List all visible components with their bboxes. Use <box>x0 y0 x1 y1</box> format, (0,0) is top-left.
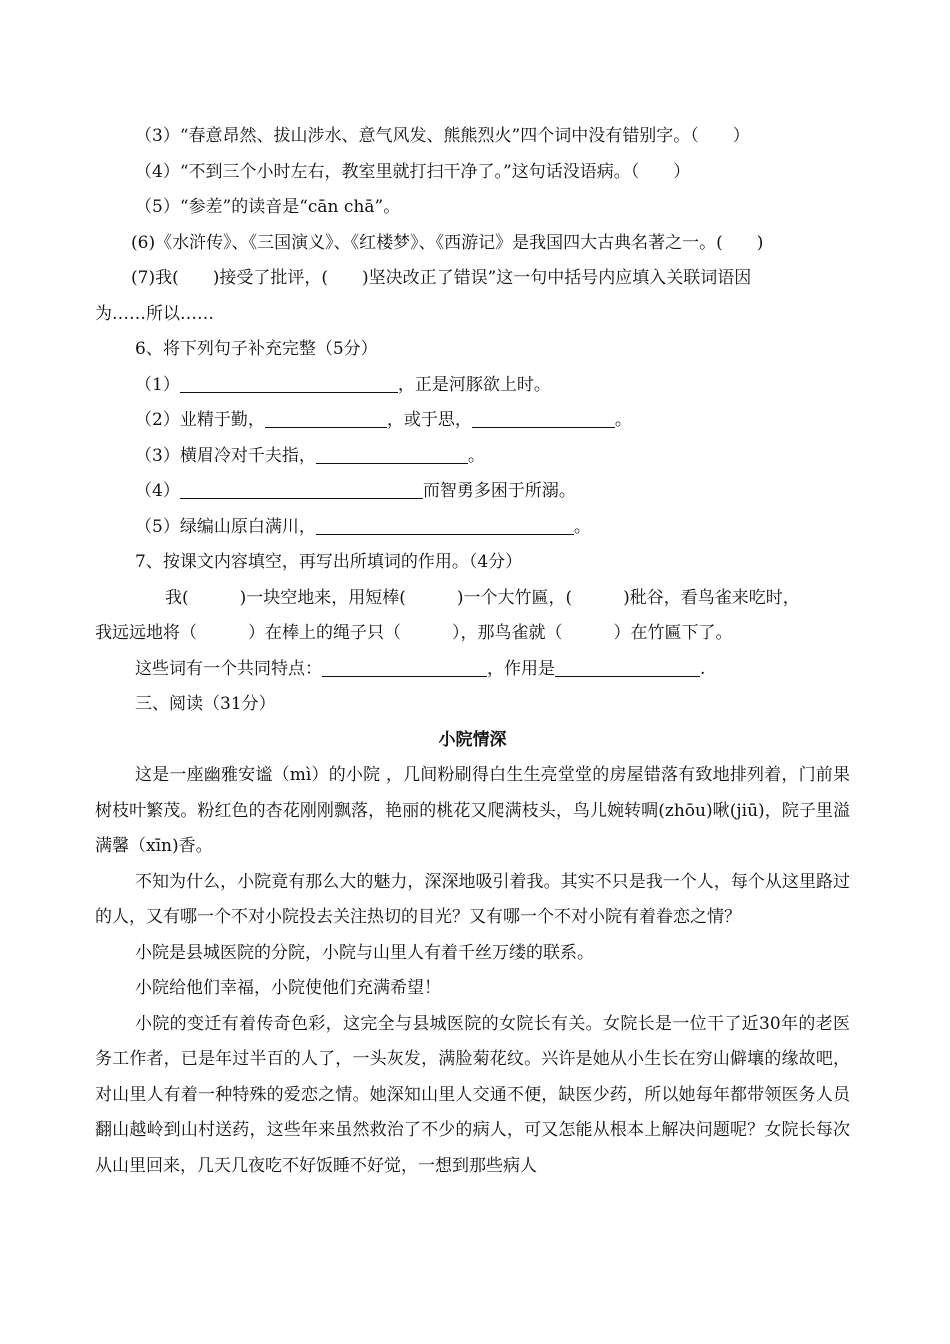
paragraph-1: 这是一座幽雅安谧（mì）的小院 ，几间粉刷得白生生亮堂堂的房屋错落有致地排列着，门前果树枝叶繁茂。粉红色的杏花刚刚飘落，艳丽的桃花又爬满枝头，鸟儿婉转啁(zhōu)啾(jiū)，院子里溢满馨（xīn)香。 <box>95 765 850 856</box>
paragraph-2: 不知为什么，小院竟有那么大的魅力，深深地吸引着我。其实不只是我一个人，每个从这里路过的人，又有哪一个不对小院投去关注热切的目光？又有哪一个不对小院有着眷恋之情？ <box>95 871 850 927</box>
q7-passage-line2: 我远远地将（ ）在棒上的绳子只（ ），那鸟雀就（ ）在竹匾下了。 <box>95 623 733 643</box>
answer-blank[interactable] <box>316 443 468 464</box>
answer-blank[interactable] <box>265 407 387 428</box>
paragraph-3: 小院是县城医院的分院，小院与山里人有着千丝万缕的联系。 <box>135 942 594 963</box>
document-page <box>95 119 850 1184</box>
q7-passage-line1: 我( )一块空地来，用短棒( )一个大竹匾，( )秕谷，看鸟雀来吃时， <box>165 587 800 608</box>
judge-item-4: （4）“不到三个小时左右，教室里就打扫干净了。”这句话没语病。（ ） <box>135 161 691 182</box>
answer-blank[interactable] <box>316 514 574 535</box>
paragraph-5: 小院的变迁有着传奇色彩，这完全与县城医院的女院长有关。女院长是一位干了近30年的老医务工作者，已是年过半百的人了，一头灰发，满脸菊花纹。兴许是她从小生长在穷山僻壤的缘故吧，对山里人有着一种特殊的爱恋之情。她深知山里人交通不便，缺医少药，所以她每年都带领医务人员翻山越岭到山村送药，这些年来虽然救治了不少的病人，可又怎能从根本上解决问题呢？女院长每次从山里回来，几天几夜吃不好饭睡不好觉，一想到那些病人 <box>95 1013 850 1176</box>
answer-blank[interactable] <box>180 372 398 393</box>
paragraph-4: 小院给他们幸福，小院使他们充满希望！ <box>135 978 441 998</box>
judge-item-7-line2: 为……所以…… <box>95 303 214 324</box>
article-title: 小院情深 <box>438 729 507 750</box>
judge-item-6: (6)《水浒传》、《三国演义》、《红楼梦》、《西游记》是我国四大古典名著之一。( ) <box>131 232 764 253</box>
answer-blank[interactable] <box>472 407 615 428</box>
judge-item-3: （3）“春意昂然、拔山涉水、意气风发、熊熊烈火”四个词中没有错别字。（ ） <box>135 126 750 146</box>
answer-blank[interactable] <box>180 478 423 499</box>
fill-sentence-3: （3）横眉冷对千夫指， 。 <box>95 439 850 475</box>
judge-item-7-line1: (7)我( )接受了批评，( )坚决改正了错误”这一句中括号内应填入关联词语因 <box>131 268 752 288</box>
answer-blank[interactable] <box>322 656 487 677</box>
fill-sentence-4: （4） 而智勇多困于所溺。 <box>95 474 850 510</box>
fill-sentence-1: （1） ，正是河豚欲上时。 <box>95 368 850 404</box>
q7-feature-line: 这些词有一个共同特点： ，作用是 . <box>95 652 850 688</box>
q7-heading: 7、按课文内容填空，再写出所填词的作用。（4分） <box>135 552 523 572</box>
reading-heading: 三、阅读（31分） <box>135 694 276 714</box>
fill-sentence-5: （5）绿编山原白满川， 。 <box>95 510 850 546</box>
fill-heading: 6、将下列句子补充完整（5分） <box>135 339 378 359</box>
answer-blank[interactable] <box>555 656 700 677</box>
judge-item-5: （5）“参差”的读音是“cān chā”。 <box>135 197 401 217</box>
fill-sentence-2: （2）业精于勤， ，或于思， 。 <box>95 403 850 439</box>
